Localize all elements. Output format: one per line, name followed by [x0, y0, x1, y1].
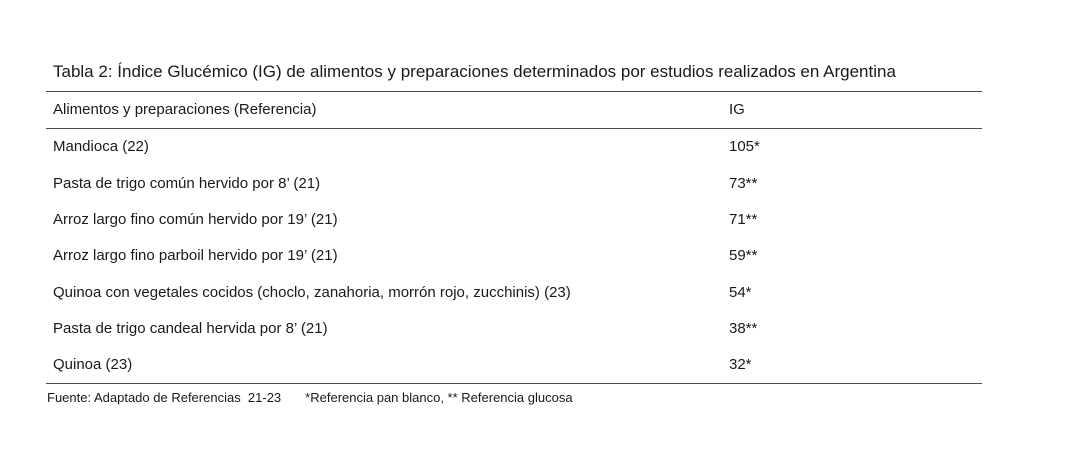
- food-cell: Arroz largo fino parboil hervido por 19’ (21): [53, 247, 338, 265]
- ig-cell: 38**: [729, 319, 758, 337]
- table-row: [46, 274, 982, 310]
- table-header-row: [46, 92, 982, 129]
- table-row: [46, 311, 982, 347]
- table-footnote: [47, 389, 573, 407]
- ig-cell: 71**: [729, 211, 758, 229]
- table-row: [46, 347, 982, 384]
- food-cell: Quinoa con vegetales cocidos (choclo, zanahoria, morrón rojo, zucchinis) (23): [53, 283, 571, 301]
- footnote-legend: *Referencia pan blanco, ** Referencia glucosa: [305, 390, 573, 405]
- food-cell: Quinoa (23): [53, 356, 133, 374]
- ig-cell: 54*: [729, 283, 752, 301]
- footnote-source: Fuente: Adaptado de Referencias 21-23: [47, 390, 282, 405]
- table-title: Tabla 2: Índice Glucémico (IG) de alimentos y preparaciones determinados por estudios realizados en Argentina: [53, 62, 896, 81]
- food-cell: Pasta de trigo candeal hervida por 8’ (21): [53, 319, 328, 337]
- food-cell: Mandioca (22): [53, 138, 149, 156]
- column-header-food: Alimentos y preparaciones (Referencia): [53, 101, 317, 119]
- column-header-ig: IG: [729, 101, 745, 119]
- food-cell: Pasta de trigo común hervido por 8’ (21): [53, 174, 321, 192]
- glycemic-index-table-block: [46, 58, 982, 384]
- glycemic-index-table: [46, 91, 982, 384]
- table-row: [46, 202, 982, 238]
- ig-cell: 73**: [729, 174, 758, 192]
- ig-cell: 59**: [729, 247, 758, 265]
- ig-cell: 105*: [729, 138, 760, 156]
- table-row: [46, 166, 982, 202]
- table-row: [46, 238, 982, 274]
- table-row: [46, 129, 982, 166]
- food-cell: Arroz largo fino común hervido por 19’ (21): [53, 211, 338, 229]
- ig-cell: 32*: [729, 356, 752, 374]
